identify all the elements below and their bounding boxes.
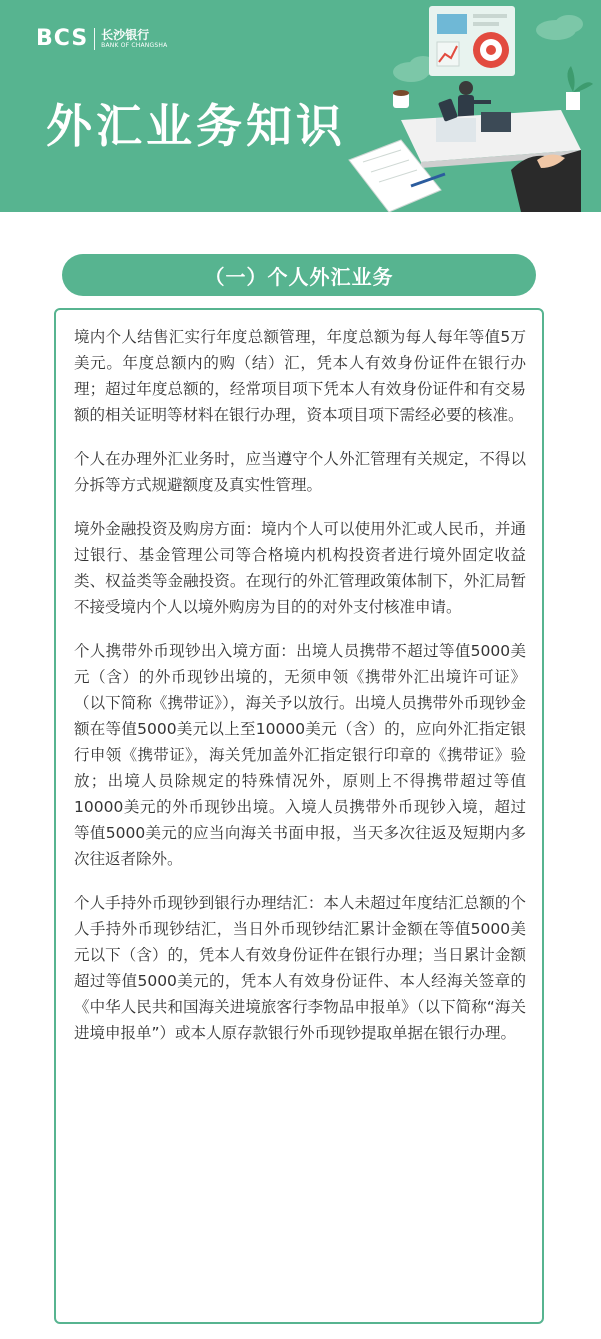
paragraph-overseas-investment: 境外金融投资及购房方面：境内个人可以使用外汇或人民币，并通过银行、基金管理公司等合格境内机构投资者进行境外固定收益类、权益类等金融投资。在现行的外汇管理政策体制下，外汇局暂不接受境内个人以境外购房为目的的对外支付核准申请。 (74, 520, 526, 616)
logo-mark: BCS (36, 26, 89, 51)
bank-name-en: BANK OF CHANGSHA (101, 41, 168, 49)
paragraph-cash-carrying: 个人携带外币现钞出入境方面：出境人员携带不超过等值5000美元（含）的外币现钞出境的，无须申领《携带外汇出境许可证》（以下简称《携带证》），海关予以放行。出境人员携带外币现钞金额在等值5000美元以上至10000美元（含）的，应向外汇指定银行申领《携带证》，海关凭加盖外汇指定银行印章的《携带证》验放；出境人员除规定的特殊情况外，原则上不得携带超过等值10000美元的外币现钞出境。入境人员携带外币现钞入境，超过等值5000美元的应当向海关书面申报，当天多次往返及短期内多次往返者除外。 (74, 642, 526, 868)
page-title: 外汇业务知识 (46, 99, 346, 153)
bank-logo (36, 26, 167, 51)
header-banner (0, 0, 601, 212)
section-heading: （一）个人外汇业务 (62, 254, 536, 296)
logo-divider (94, 28, 95, 50)
bank-name-cn: 长沙银行 (101, 27, 150, 42)
logo-text (101, 28, 167, 50)
paragraph-annual-quota: 境内个人结售汇实行年度总额管理，年度总额为每人每年等值5万美元。年度总额内的购（结）汇，凭本人有效身份证件在银行办理；超过年度总额的，经常项目项下凭本人有效身份证件和有交易额的相关证明等材料在银行办理，资本项目项下需经必要的核准。 (74, 328, 526, 424)
content-box (54, 308, 544, 1324)
paragraph-compliance: 个人在办理外汇业务时，应当遵守个人外汇管理有关规定，不得以分拆等方式规避额度及真实性管理。 (74, 450, 526, 494)
paragraph-cash-settlement: 个人手持外币现钞到银行办理结汇：本人未超过年度结汇总额的个人手持外币现钞结汇，当日外币现钞结汇累计金额在等值5000美元以下（含）的，凭本人有效身份证件在银行办理；当日累计金额超过等值5000美元的，凭本人有效身份证件、本人经海关签章的《中华人民共和国海关进境旅客行李物品申报单》（以下简称“海关进境申报单”）或本人原存款银行外币现钞提取单据在银行办理。 (74, 894, 526, 1042)
office-illustration (341, 0, 601, 212)
